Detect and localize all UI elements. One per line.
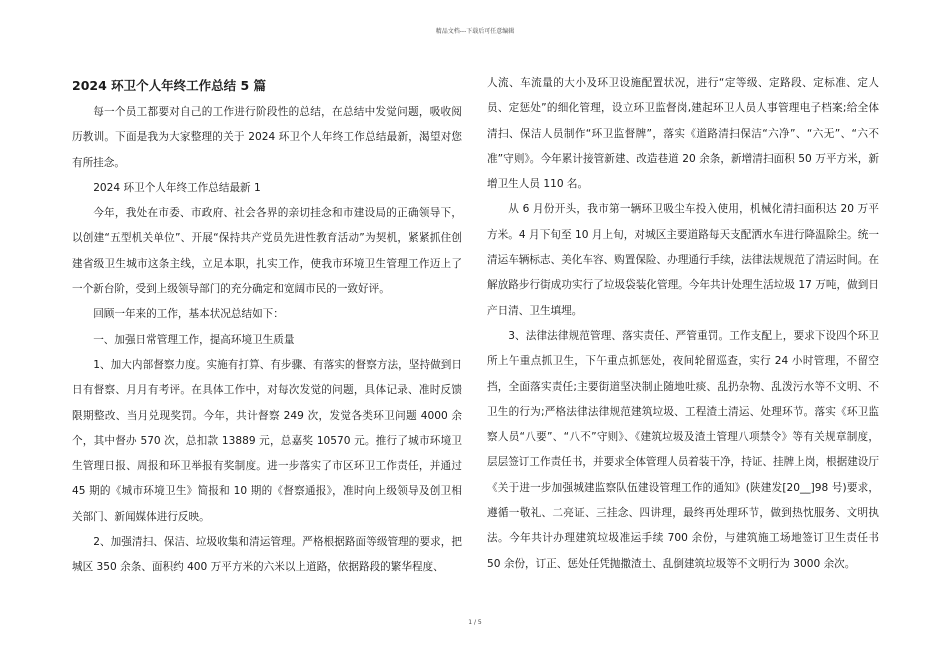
- body-paragraph-continued: 人流、车流量的大小及环卫设施配置状况，进行“定等级、定路段、定标准、定人员、定惩处”的细化管理，设立环卫监督岗,建起环卫人员人事管理电子档案;给全体清扫、保洁人员制作“环卫监督牌”，落实《道路清扫保洁“六净”、“六无”、“六不准”守则》。今年累计接管新建、改造巷道 20 余条，新增清扫面积 50 万平方米，新增卫生人员 110 名。: [487, 77, 879, 191]
- body-paragraph: 今年，我处在市委、市政府、社会各界的亲切挂念和市建设局的正确领导下，以创建“五型机关单位”、开展“保持共产党员先进性教育活动”为契机，紧紧抓住创建省级卫生城市这条主线，立足本职，扎实工作，使我市环境卫生管理工作迈上了一个新台阶，受到上级领导部门的充分确定和宽阔市民的一致好评。: [72, 207, 462, 296]
- body-paragraph: 3、法律法律规范管理、落实责任、严管重罚。工作支配上，要求下设四个环卫所上午重点抓卫生，下午重点抓惩处，夜间轮留巡查，实行 24 小时管理，不留空挡，全面落实责任;主要街道坚决制止随地吐痰、乱扔杂物、乱泼污水等不文明、不卫生的行为;严格法律法律规范建筑垃圾、工程渣土清运、处理环节。落实《环卫监察人员“八要”、“八不”守则》、《建筑垃圾及渣土管理八项禁令》等有关规章制度，层层签订工作责任书，并要求全体管理人员着装干净，持证、挂牌上岗，根据建设厅《关于进一步加强城建监察队伍建设管理工作的通知》(陕建发[20__]98 号)要求，遵循一敬礼、二亮证、三挂念、四讲理，最终再处理环节，做到热忱服务、文明执法。今年共计办理建筑垃圾准运手续 700 余份，与建筑施工场地签订卫生责任书 50 余份，订正、惩处任凭抛撒渣土、乱倒建筑垃圾等不文明行为 3000 余次。: [487, 329, 879, 570]
- subsection-heading: 一、加强日常管理工作，提高环境卫生质量: [93, 333, 295, 346]
- page-header: 精品文档---下载后可任意编辑: [435, 28, 515, 35]
- intro-paragraph: 每一个员工都要对自己的工作进行阶段性的总结，在总结中发觉问题，吸收阅历教训。下面是我为大家整理的关于 2024 环卫个人年终工作总结最新，渴望对您有所挂念。: [72, 106, 462, 169]
- body-paragraph: 回顾一年来的工作，基本状况总结如下：: [93, 308, 284, 321]
- right-column: [487, 71, 879, 577]
- page-number: 1 / 5: [468, 619, 482, 626]
- section-heading: 2024 环卫个人年终工作总结最新 1: [93, 181, 261, 194]
- document-title: 2024 环卫个人年终工作总结 5 篇: [72, 78, 267, 93]
- body-paragraph: 2、加强清扫、保洁、垃圾收集和清运管理。严格根据路面等级管理的要求，把城区 350 余条、面积约 400 万平方米的六米以上道路，依据路段的繁华程度、: [72, 536, 462, 574]
- body-paragraph: 从 6 月份开头，我市第一辆环卫吸尘车投入使用，机械化清扫面积达 20 万平方米。4 月下旬至 10 月上旬，对城区主要道路每天支配洒水车进行降温除尘。统一清运车辆标志、美化车容、购置保险、办理通行手续，法律法规规范了清运时间。在解放路步行街成功实行了垃圾袋装化管理。今年共计处理生活垃圾 17 万吨，做到日产日清、卫生填埋。: [487, 203, 879, 317]
- left-column: [72, 76, 462, 581]
- body-paragraph: 1、加大内部督察力度。实施有打算、有步骤、有落实的督察方法，坚持做到日日有督察、月月有考评。在具体工作中，对每次发觉的问题，具体记录、准时反馈限期整改、当月兑现奖罚。今年，共计督察 249 次，发觉各类环卫问题 4000 余个，其中督办 570 次，总扣款 13889 元，总嘉奖 10570 元。推行了城市环境卫生管理日报、周报和环卫举报有奖制度。进一步落实了市区环卫工作责任，并通过 45 期的《城市环境卫生》简报和 10 期的《督察通报》，准时向上级领导及创卫相关部门、新闻媒体进行反映。: [72, 358, 462, 523]
